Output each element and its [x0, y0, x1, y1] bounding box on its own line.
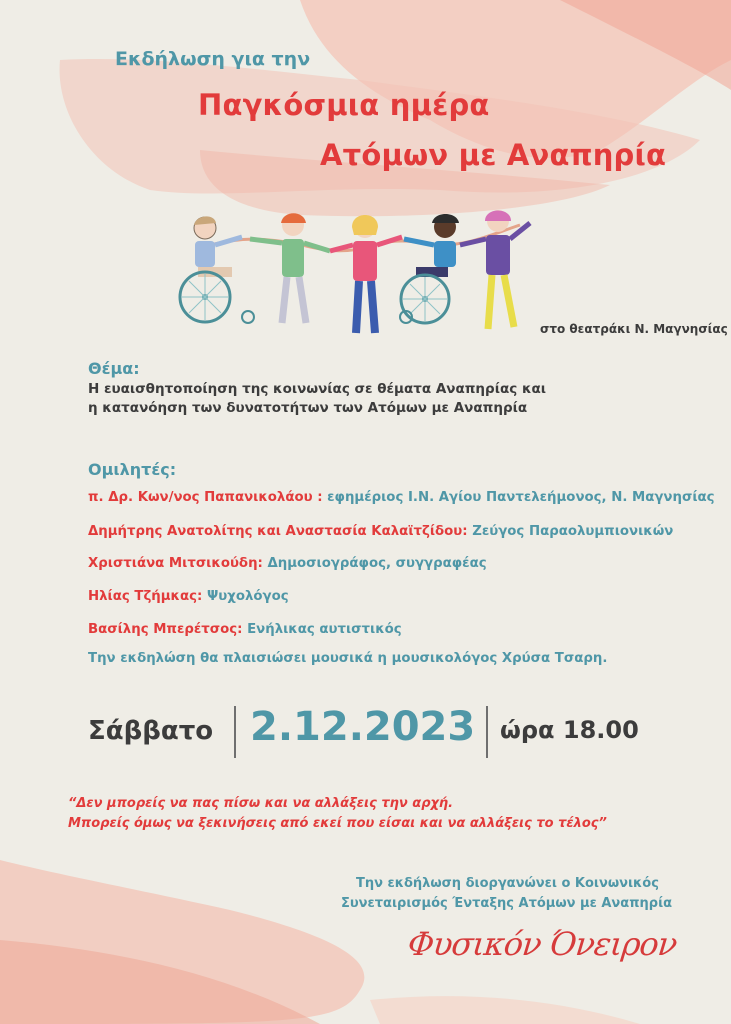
event-pre-title: Εκδήλωση για την — [115, 48, 311, 70]
event-title-line2: Ατόμων με Αναπηρία — [320, 138, 667, 172]
person-standing-3-icon — [330, 215, 402, 333]
speaker-name: Ηλίας Τζήμκας: — [88, 589, 203, 604]
event-datetime — [88, 706, 648, 760]
speaker-role: Ενήλικας αυτιστικός — [247, 622, 402, 637]
event-time: ώρα 18.00 — [500, 716, 639, 744]
speaker-role: Ψυχολόγος — [206, 589, 289, 604]
quote-line1: “Δεν μπορείς να πας πίσω και να αλλάξεις την αρχή. — [68, 796, 454, 811]
organizer-line1: Την εκδήλωση διοργανώνει ο Κοινωνικός — [356, 876, 659, 891]
topic-line1: Η ευαισθητοποίηση της κοινωνίας σε θέματα Αναπηρίας και — [88, 381, 547, 397]
quote-line2: Μπορείς όμως να ξεκινήσεις από εκεί που είσαι και να αλλάξεις το τέλος” — [68, 816, 607, 831]
event-date: 2.12.2023 — [250, 704, 476, 750]
speaker-role: Δημοσιογράφος, συγγραφέας — [267, 556, 487, 571]
event-title-line1: Παγκόσμια ημέρα — [198, 88, 490, 122]
speaker-name: π. Δρ. Κων/νος Παπανικολάου : — [88, 490, 323, 505]
speaker-name: Δημήτρης Ανατολίτης και Αναστασία Καλαϊτζίδου: — [88, 524, 468, 539]
event-day: Σάββατο — [88, 716, 214, 746]
people-holding-hands-wheelchair-illustration — [170, 205, 540, 340]
speaker-item — [88, 490, 715, 505]
speaker-item — [88, 524, 673, 539]
person-standing-2-icon — [250, 213, 330, 323]
speaker-role: Ζεύγος Παραολυμπιονικών — [472, 524, 674, 539]
speaker-item — [88, 556, 487, 571]
topic-line2: η κατανόηση των δυνατοτήτων των Ατόμων με Αναπηρία — [88, 400, 528, 416]
speaker-role: εφημέριος Ι.Ν. Αγίου Παντελεήμονος, Ν. Μαγνησίας — [327, 490, 715, 505]
speakers-heading: Ομιλητές: — [88, 460, 177, 479]
music-note: Την εκδηλώση θα πλαισιώσει μουσικά η μουσικολόγος Χρύσα Τσαρη. — [88, 651, 608, 666]
venue-label: στο θεατράκι Ν. Μαγνησίας — [540, 322, 728, 336]
person-wheelchair-4-icon — [400, 214, 459, 323]
speaker-name: Βασίλης Μπερέτσος: — [88, 622, 243, 637]
speaker-item — [88, 589, 289, 604]
organizer-line2: Συνεταιρισμός Ένταξης Ατόμων με Αναπηρία — [341, 896, 673, 911]
topic-heading: Θέμα: — [88, 359, 140, 378]
speaker-name: Χριστιάνα Μιτσικούδη: — [88, 556, 263, 571]
person-wheelchair-1-icon — [180, 216, 254, 323]
divider — [234, 706, 236, 758]
organizer-logo: Φυσικόν Όνειρον — [406, 925, 679, 963]
speaker-item — [88, 622, 402, 637]
person-standing-5-icon — [460, 210, 530, 329]
divider — [486, 706, 488, 758]
